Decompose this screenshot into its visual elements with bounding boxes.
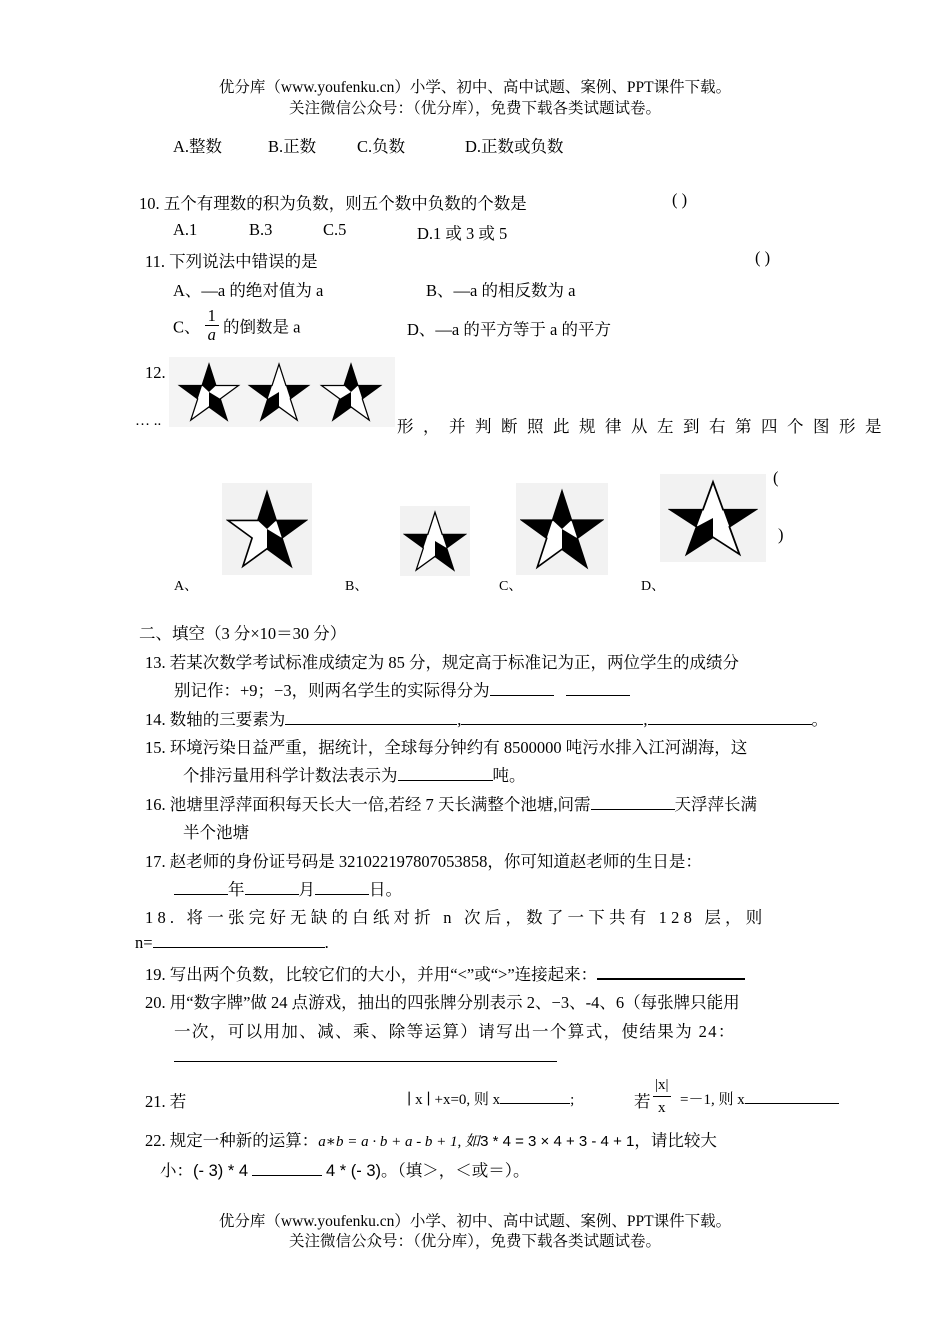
q22-line-2a: 小： bbox=[160, 1161, 193, 1180]
q22-definition: a∗b = a · b + a - b + 1, 如 bbox=[318, 1134, 481, 1150]
q12-label-b: B、 bbox=[345, 579, 369, 594]
q21-blank-2 bbox=[745, 1102, 839, 1104]
q11-option-c bbox=[173, 307, 300, 344]
q22-line-1 bbox=[145, 1127, 717, 1151]
q20-blank bbox=[174, 1060, 557, 1062]
q21-cond2-text: =－1, 则 x bbox=[680, 1092, 745, 1108]
q20-line-1: 20. 用“数字牌”做 24 点游戏，抽出的四张牌分别表示 2、−3、-4、6（每张牌只能用 bbox=[145, 993, 740, 1012]
footer-line-1: 优分库（www.youfenku.cn）小学、初中、高中试题、案例、PPT课件下载。 bbox=[218, 1213, 732, 1230]
q19-text: 19. 写出两个负数，比较它们的大小，并用“<”或“>”连接起来： bbox=[145, 965, 598, 984]
q19-blank bbox=[597, 977, 745, 980]
q21-semicolon: ; bbox=[570, 1092, 575, 1108]
q9-option-d: D.正数或负数 bbox=[465, 137, 564, 156]
section-2-title: 二、填空（3 分×10＝30 分） bbox=[139, 624, 347, 643]
q13-line-2 bbox=[174, 677, 630, 701]
option-a-star-image bbox=[222, 483, 312, 575]
q18-line-1 bbox=[145, 904, 766, 928]
q11-answer-paren: ( ) bbox=[755, 248, 771, 267]
header-line-2: 关注微信公众号：（优分库），免费下载各类试题试卷。 bbox=[288, 100, 661, 117]
fraction-numerator: 1 bbox=[205, 307, 219, 326]
q18-line-2b: . bbox=[324, 933, 329, 952]
q12-line-text-content: 形，并判断照此规律从左到右第四个图形是 bbox=[397, 417, 891, 436]
q22-right-expr: 4 * (- 3) bbox=[326, 1162, 382, 1180]
q18-line-1-text: 18. 将一张完好无缺的白纸对折 n 次后，数了一下共有 128 层，则 bbox=[145, 908, 767, 927]
q17-day: 日。 bbox=[369, 880, 402, 899]
q12-line-text bbox=[397, 413, 891, 437]
q15-line-2b: 吨。 bbox=[492, 766, 526, 785]
q16-blank bbox=[591, 808, 675, 810]
q22-line-2b: 。（填＞，＜或＝）。 bbox=[381, 1161, 530, 1180]
option-b-star-image bbox=[400, 506, 470, 576]
q17-blank-day bbox=[315, 893, 369, 895]
q17-blank-year bbox=[174, 893, 228, 895]
q21-ruo: 若 bbox=[634, 1092, 651, 1111]
q14-blank-3 bbox=[648, 723, 812, 725]
q12-paren-open: ( bbox=[773, 468, 779, 487]
header-line-1: 优分库（www.youfenku.cn）小学、初中、高中试题、案例、PPT课件下载。 bbox=[218, 79, 732, 96]
fraction-1-over-a bbox=[205, 307, 219, 344]
q15-line-2 bbox=[183, 762, 526, 786]
sequence-star-3 bbox=[319, 361, 383, 423]
q9-option-c: C.负数 bbox=[357, 137, 406, 156]
q22-tail: ，请比较大 bbox=[634, 1131, 717, 1150]
q9-option-b: B.正数 bbox=[268, 137, 317, 156]
q16-line-1a: 16. 池塘里浮萍面积每天长大一倍,若经 7 天长满整个池塘,问需 bbox=[145, 795, 591, 814]
q10-option-c: C.5 bbox=[323, 220, 347, 239]
q14-line bbox=[145, 706, 828, 730]
q13-line-2-text: 别记作：+9；−3，则两名学生的实际得分为 bbox=[174, 681, 490, 700]
q10-question: 10. 五个有理数的积为负数，则五个数中负数的个数是 bbox=[139, 194, 527, 213]
q13-line-1: 13. 若某次数学考试标准成绩定为 85 分，规定高于标准记为正，两位学生的成绩分 bbox=[145, 653, 739, 672]
q21-fraction bbox=[653, 1074, 671, 1119]
q21-condition-1 bbox=[407, 1088, 574, 1109]
sequence-stars-image bbox=[169, 357, 395, 427]
q17-month: 月 bbox=[298, 880, 315, 899]
q11-option-c-suffix: 的倒数是 a bbox=[223, 317, 301, 337]
q21-frac-den: x bbox=[658, 1100, 666, 1116]
q20-answer-line bbox=[174, 1047, 557, 1067]
q14-sep-2: , bbox=[643, 710, 648, 729]
q17-line-2 bbox=[174, 876, 402, 900]
q17-line-1: 17. 赵老师的身份证号码是 321022197807053858，你可知道赵老师的生日是： bbox=[145, 852, 702, 871]
sequence-star-1 bbox=[177, 361, 241, 423]
q21-blank-1 bbox=[500, 1102, 570, 1104]
q22-line-2 bbox=[160, 1157, 530, 1181]
q14-end: 。 bbox=[811, 710, 828, 729]
fraction-denominator: a bbox=[207, 325, 216, 344]
q11-option-a: A、—a 的绝对值为 a bbox=[173, 281, 324, 300]
q12-paren-close: ) bbox=[778, 525, 784, 544]
q16-line-2: 半个池塘 bbox=[183, 823, 249, 842]
q13-blank-1 bbox=[490, 694, 554, 696]
footer-line-2: 关注微信公众号：（优分库），免费下载各类试题试卷。 bbox=[288, 1233, 661, 1250]
q14-blank-1 bbox=[285, 723, 457, 725]
q15-blank bbox=[398, 779, 493, 781]
q15-line-2a: 个排污量用科学计数法表示为 bbox=[183, 766, 398, 785]
q11-question: 11. 下列说法中错误的是 bbox=[145, 252, 318, 271]
q19-line bbox=[145, 961, 745, 985]
q22-lead: 22. 规定一种新的运算： bbox=[145, 1131, 319, 1150]
q16-line-1b: 天浮萍长满 bbox=[674, 795, 757, 814]
q10-answer-paren: ( ) bbox=[672, 190, 688, 209]
q9-option-a: A.整数 bbox=[173, 137, 223, 156]
q18-line-2a: n= bbox=[135, 933, 153, 952]
q18-blank bbox=[153, 946, 325, 948]
q12-label-c: C、 bbox=[499, 579, 523, 594]
q22-example: 3 * 4 = 3 × 4 + 3 - 4 + 1 bbox=[480, 1133, 635, 1150]
q21-number: 21. 若 bbox=[145, 1092, 187, 1111]
q12-number: 12. bbox=[145, 363, 166, 382]
q11-option-d: D、—a 的平方等于 a 的平方 bbox=[407, 320, 611, 339]
option-c-star-image bbox=[516, 483, 608, 575]
q18-line-2 bbox=[135, 933, 329, 953]
q14-sep-1: , bbox=[457, 710, 462, 729]
q10-option-a: A.1 bbox=[173, 220, 198, 239]
q21-condition-2 bbox=[680, 1088, 839, 1109]
sequence-star-2 bbox=[247, 361, 311, 423]
q13-blank-2 bbox=[566, 694, 630, 696]
q20-line-2-text: 一次，可以用加、减、乘、除等运算）请写出一个算式，使结果为 24： bbox=[174, 1022, 736, 1041]
q20-line-2 bbox=[174, 1018, 736, 1042]
q17-blank-month bbox=[245, 893, 299, 895]
q12-line-start: … .. bbox=[135, 413, 162, 429]
q12-label-a: A、 bbox=[174, 579, 199, 594]
q21-cond1-text: ∣ x ∣ +x=0, 则 x bbox=[407, 1092, 501, 1108]
q16-line-1 bbox=[145, 791, 757, 815]
q10-option-d: D.1 或 3 或 5 bbox=[417, 224, 508, 243]
q10-option-b: B.3 bbox=[249, 220, 273, 239]
q12-label-d: D、 bbox=[641, 579, 666, 594]
q22-blank bbox=[252, 1174, 322, 1176]
q14-blank-2 bbox=[461, 723, 643, 725]
q17-year: 年 bbox=[228, 880, 245, 899]
q15-line-1: 15. 环境污染日益严重，据统计，全球每分钟约有 8500000 吨污水排入江河湖海，这 bbox=[145, 738, 748, 757]
q11-option-c-prefix: C、 bbox=[173, 317, 201, 337]
q21-frac-num: |x| bbox=[653, 1074, 671, 1097]
option-d-star-image bbox=[660, 474, 766, 562]
q22-left-expr: (- 3) * 4 bbox=[193, 1162, 249, 1180]
q14-text: 14. 数轴的三要素为 bbox=[145, 710, 286, 729]
q11-option-b: B、—a 的相反数为 a bbox=[426, 281, 576, 300]
